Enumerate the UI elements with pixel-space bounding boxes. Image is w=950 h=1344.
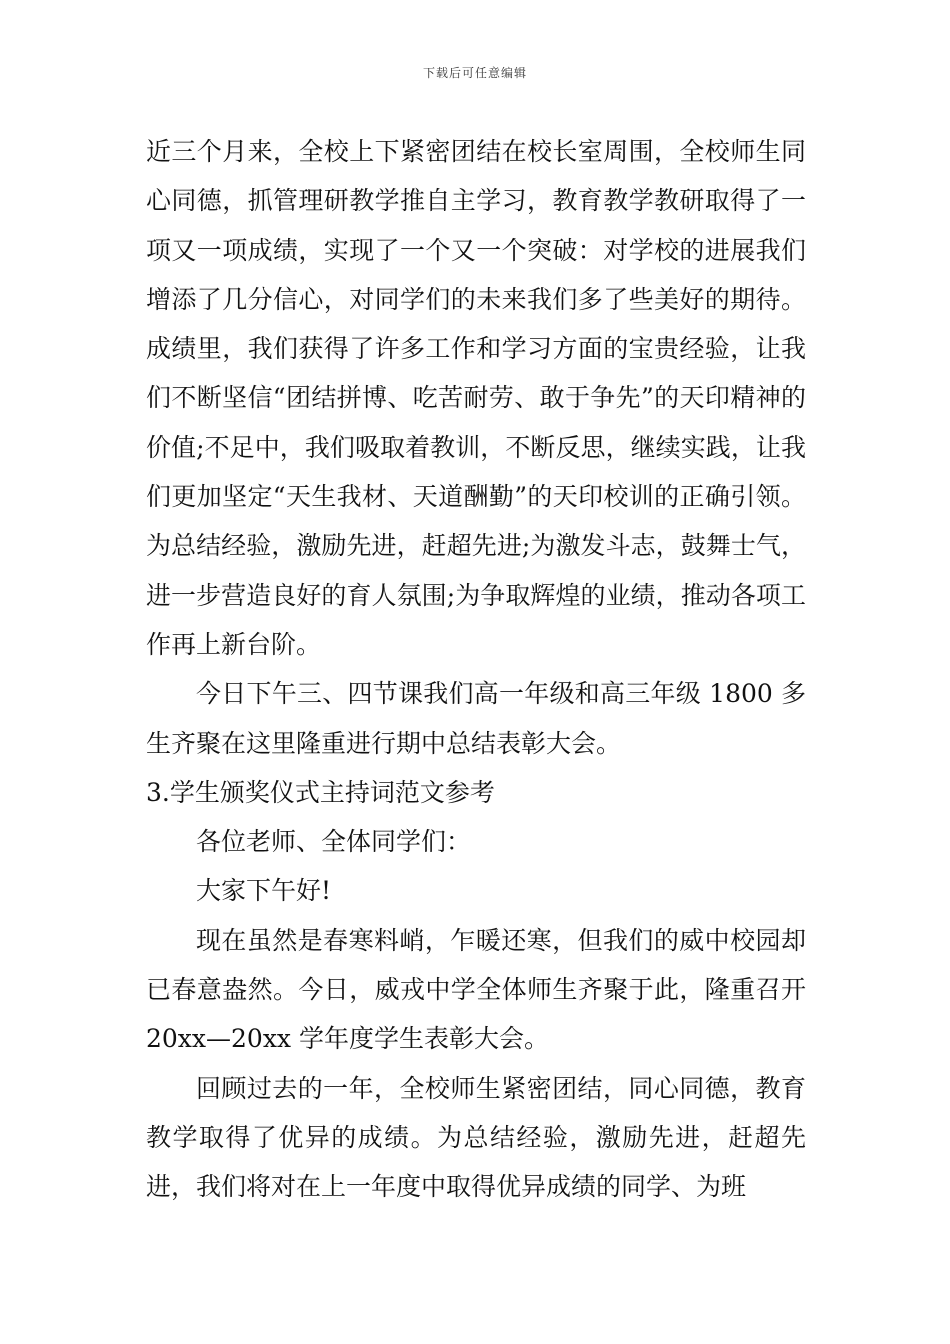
page-header: 下载后可任意编辑	[422, 66, 527, 80]
paragraph-salutation: 各位老师、全体同学们：	[196, 827, 472, 857]
paragraph-intro: 近三个月来，全校上下紧密团结在校长室周围，全校师生同心同德，抓管理研教学推自主学习，教育教学教研取得了一项又一项成绩，实现了一个又一个突破：对学校的进展我们增添了几分信心，对同学们的未来我们多了些美好的期待。成绩里，我们获得了许多工作和学习方面的宝贵经验，让我们不断坚信“团结拼博、吃苦耐劳、敢于争先”的天印精神的价值;不足中，我们吸取着教训，不断反思，继续实践，让我们更加坚定“天生我材、天道酬勤”的天印校训的正确引领。为总结经验，激励先进，赶超先进;为激发斗志，鼓舞士气，进一步营造良好的育人氛围;为争取辉煌的业绩，推动各项工作再上新台阶。	[146, 137, 806, 659]
document-body	[146, 127, 806, 1212]
paragraph-greeting: 大家下午好!	[196, 876, 332, 906]
paragraph-meeting: 今日下午三、四节课我们高一年级和高三年级 1800 多生齐聚在这里隆重进行期中总结表彰大会。	[146, 679, 806, 758]
section-heading: 3.学生颁奖仪式主持词范文参考	[146, 777, 495, 807]
paragraph-review: 回顾过去的一年，全校师生紧密团结，同心同德，教育教学取得了优异的成绩。为总结经验，激励先进，赶超先进，我们将对在上一年度中取得优异成绩的同学、为班	[146, 1073, 806, 1202]
paragraph-spring: 现在虽然是春寒料峭，乍暖还寒，但我们的威中校园却已春意盎然。今日，威戎中学全体师生齐聚于此，隆重召开 20xx—20xx 学年度学生表彰大会。	[146, 925, 806, 1054]
